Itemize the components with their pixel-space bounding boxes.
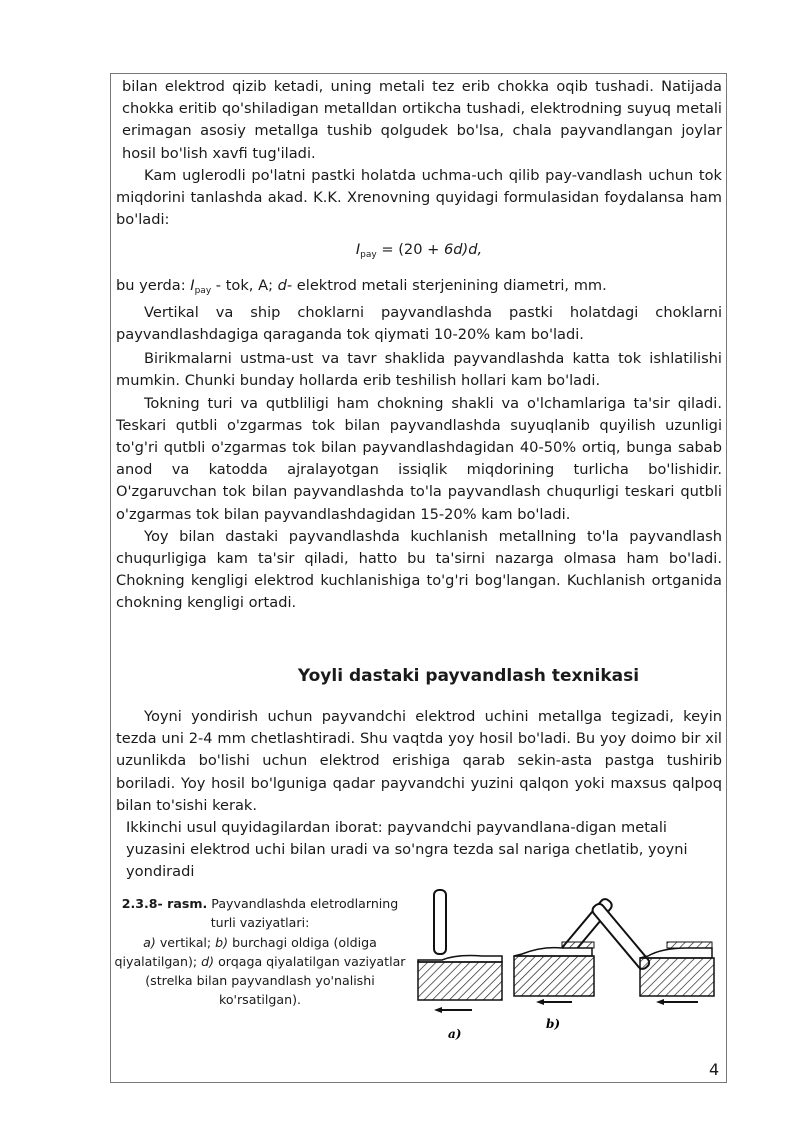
p3-subscript: pay xyxy=(194,285,212,296)
figure-caption xyxy=(112,894,408,1010)
caption-title: Payvandlashda eletrodlarning turli vaziyatlari: xyxy=(207,896,399,931)
paragraph-7: Yoy bilan dastaki payvandlashda kuchlanish metallning to'la payvandlash chuqurligiga kam ta'sir qiladi, hatto bu ta'sirni nazarga olmasa ham bo'ladi. Chokning kengligi elektrod kuchlanishiga to'g'ri bog'langan. Kuchlanish ortganida chokning kengligi ortadi. xyxy=(116,527,722,612)
slag-b xyxy=(562,942,594,948)
base-metal-a xyxy=(418,962,502,1000)
figure-d xyxy=(591,902,714,1005)
paragraph-3 xyxy=(116,275,722,302)
arrowhead-a xyxy=(434,1007,442,1013)
slag-d xyxy=(667,942,712,948)
electrode-vertical xyxy=(434,890,446,954)
weld-bead-d xyxy=(640,948,712,958)
weld-bead-b xyxy=(514,948,592,956)
p3-symbol: I xyxy=(190,276,195,294)
base-metal-b xyxy=(514,956,594,996)
caption-a-label: a) xyxy=(143,934,156,950)
text-block-top xyxy=(116,76,722,615)
formula-subscript: pay xyxy=(360,250,377,261)
section-heading: Yoyli dastaki payvandlash texnikasi xyxy=(297,666,640,686)
paragraph-4: Vertikal va ship choklarni payvandlashda pastki holatdagi choklarni payvandlashdagiga qaraganda tok qiymati 10-20% kam bo'ladi. xyxy=(116,303,722,344)
formula xyxy=(116,239,722,266)
caption-d-text: orqaga qiyalatilgan vaziyatlar (strelka bilan payvandlash yo'nalishi ko'rsatilgan). xyxy=(145,953,406,1008)
paragraph-8: Yoyni yondirish uchun payvandchi elektrod uchini metallga tegizadi, keyin tezda uni 2-4 mm chetlashtiradi. Shu vaqtda yoy hosil bo'ladi. Bu yoy doimo bir xil uzunlikda bo'lishi uchun elektrod erishiga qarab sekin-asta pastga tushirib boriladi. Yoy hosil bo'lguniga qadar payvandchi yuzini qalqon yoki maxsus qalpoq bilan to'sishi kerak. xyxy=(116,708,722,814)
p3-d: d- xyxy=(277,276,293,294)
formula-tail: )d, xyxy=(462,241,483,259)
figure-label-b: b) xyxy=(546,1017,561,1031)
p3-a: bu yerda: xyxy=(116,276,191,294)
p3-b: - tok, A; xyxy=(211,276,278,294)
caption-b-text: burchagi oldiga (oldiga qiyalatilgan); xyxy=(114,934,377,969)
arrowhead-b xyxy=(536,999,544,1005)
figure-a xyxy=(418,890,502,1041)
caption-b-label: b) xyxy=(215,934,229,950)
paragraph-6: Tokning turi va qutbliligi ham chokning shakli va o'lchamlariga ta'sir qiladi. Teskari qutbli o'zgarmas tok bilan payvandlashda suyuqlanib quyilish uzunligi to'g'ri qutbli o'zgarmas tok bilan payvandlashdagidan 40-50% ortiq, bunga sabab anod va katodda ajralayotgan issiqlik miqdorining turlicha bo'lishidir. O'zgaruvchan tok bilan payvandlashda to'la payvandlash chuqurligi teskari qutbli o'zgarmas tok bilan payvandlashdagidan 15-20% kam bo'ladi. xyxy=(116,394,722,523)
caption-number: 2.3.8- rasm. xyxy=(121,896,208,911)
figure-label-a: a) xyxy=(448,1027,462,1041)
electrode-positions-figure xyxy=(412,884,722,1049)
p3-c: elektrod metali sterjenining diametri, mm. xyxy=(292,276,607,294)
paragraph-5: Birikmalarni ustma-ust va tavr shaklida payvandlashda katta tok ishlatilishi mumkin. Chunki bunday hollarda erib teshilish hollari kam bo'ladi. xyxy=(116,350,722,390)
base-metal-d xyxy=(640,958,714,996)
paragraph-2: Kam uglerodli po'latni pastki holatda uchma-uch qilib pay-vandlash uchun tok miqdorini tanlashda akad. K.K. Xrenovning quyidagi formulasidan foydalansa ham bo'ladi: xyxy=(116,166,722,229)
formula-symbol: I xyxy=(355,241,361,259)
formula-eq: = (20 + xyxy=(376,241,444,259)
arrowhead-d xyxy=(656,999,664,1005)
weld-bead-a xyxy=(418,956,502,963)
caption-a-text: vertikal; xyxy=(155,934,216,950)
page-number: 4 xyxy=(709,1060,720,1079)
caption-d-label: d) xyxy=(201,953,215,969)
text-block-bottom xyxy=(116,706,722,884)
paragraph-1: bilan elektrod qizib ketadi, uning metali tez erib chokka oqib tushadi. Natijada chokka eritib qo'shiladigan metalldan ortikcha tushadi, elektrodning suyuq metali erimagan asosiy metallga tushib qolgudek bo'lsa, chala payvandlangan joylar hosil bo'lish xavfi tug'iladi. xyxy=(122,78,722,162)
paragraph-9: Ikkinchi usul quyidagilardan iborat: payvandchi payvandlana-digan metali yuzasini elektrod uchi bilan uradi va so'ngra tezda sal nariga chetlatib, yoyni yondiradi xyxy=(126,819,688,881)
formula-6d: 6d xyxy=(443,241,463,259)
